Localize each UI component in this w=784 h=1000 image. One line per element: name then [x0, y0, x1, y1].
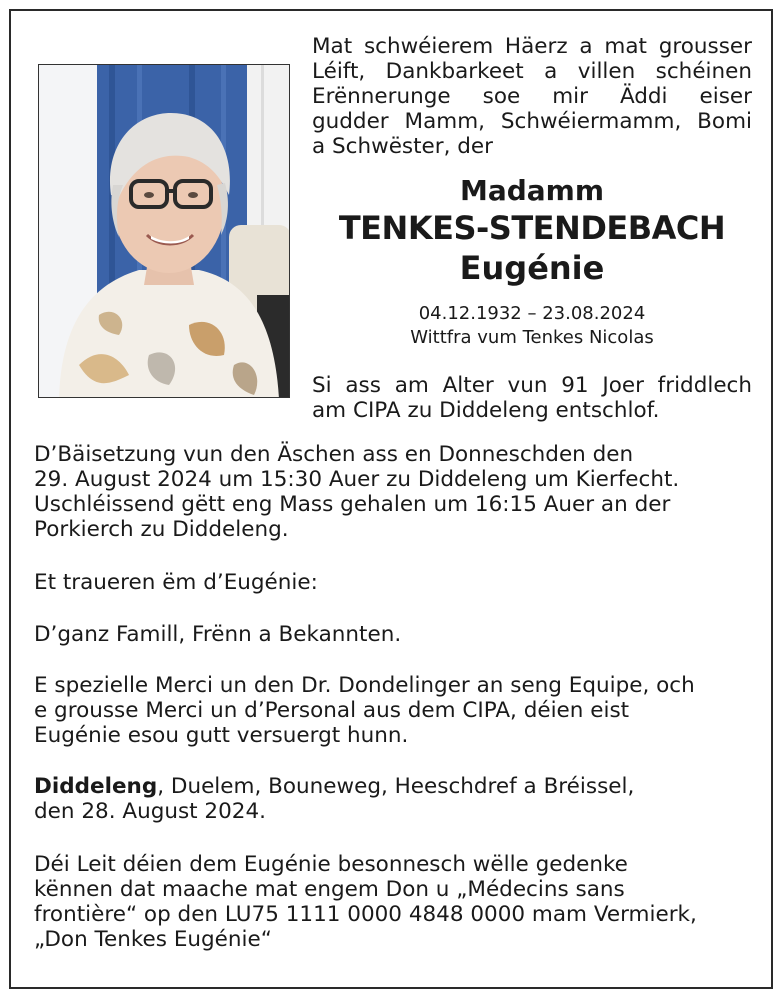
thanks-line: e grousse Merci un d’Personal aus dem CIPA, déien eist	[34, 698, 630, 723]
intro-paragraph	[312, 34, 752, 159]
funeral-line: Uschléissend gëtt eng Mass gehalen um 16:15 Auer an der	[34, 492, 671, 517]
funeral-paragraph	[34, 442, 754, 542]
funeral-line: Porkierch zu Diddeleng.	[34, 517, 289, 542]
date-line: den 28. August 2024.	[34, 799, 266, 824]
funeral-line: D’Bäisetzung vun den Äschen ass en Donneschden den	[34, 442, 634, 467]
donation-line: frontière“ op den LU75 1111 0000 4848 0000 mam Vermierk,	[34, 902, 697, 927]
donation-line: kënnen dat maache mat engem Don u „Médecins sans	[34, 877, 625, 902]
intro-line: Léift, Dankbarkeet a villen schéinen	[312, 59, 752, 84]
intro-line: a Schwëster, der	[312, 134, 493, 159]
donation-paragraph	[34, 852, 754, 952]
mourners	[34, 622, 754, 647]
thanks-paragraph	[34, 673, 754, 748]
intro-line: Erënnerunge soe mir Äddi eiser	[312, 84, 752, 109]
mourners-text: D’ganz Famill, Frënn a Bekannten.	[34, 622, 402, 647]
funeral-line: 29. August 2024 um 15:30 Auer zu Diddeleng um Kierfecht.	[34, 467, 680, 492]
age-line: am CIPA zu Diddeleng entschlof.	[312, 398, 660, 423]
place-line	[34, 774, 754, 799]
intro-line: gudder Mamm, Schwéiermamm, Bomi	[312, 109, 752, 134]
surname: TENKES-STENDEBACH	[338, 209, 726, 247]
place-rest: , Duelem, Bouneweg, Heeschdref a Bréissel,	[157, 774, 635, 799]
mourn-intro-text: Et traueren ëm d’Eugénie:	[34, 570, 318, 595]
first-name: Eugénie	[459, 249, 605, 287]
place-date-paragraph	[34, 774, 754, 824]
donation-line: Déi Leit déien dem Eugénie besonnesch wëlle gedenke	[34, 852, 628, 877]
widow-of: Wittfra vum Tenkes Nicolas	[410, 327, 654, 348]
intro-line: Mat schwéierem Häerz a mat grousser	[312, 34, 752, 59]
life-dates: 04.12.1932 – 23.08.2024	[418, 303, 646, 324]
thanks-line: Eugénie esou gutt versuergt hunn.	[34, 723, 409, 748]
mourn-intro	[34, 570, 754, 595]
place-bold: Diddeleng	[34, 774, 158, 799]
honorific: Madamm	[459, 174, 605, 207]
age-line: Si ass am Alter vun 91 Joer friddlech	[312, 373, 752, 398]
donation-line: „Don Tenkes Eugénie“	[34, 927, 272, 952]
age-paragraph	[312, 373, 752, 423]
thanks-line: E spezielle Merci un den Dr. Dondelinger an seng Equipe, och	[34, 673, 695, 698]
portrait-photo	[38, 64, 290, 398]
